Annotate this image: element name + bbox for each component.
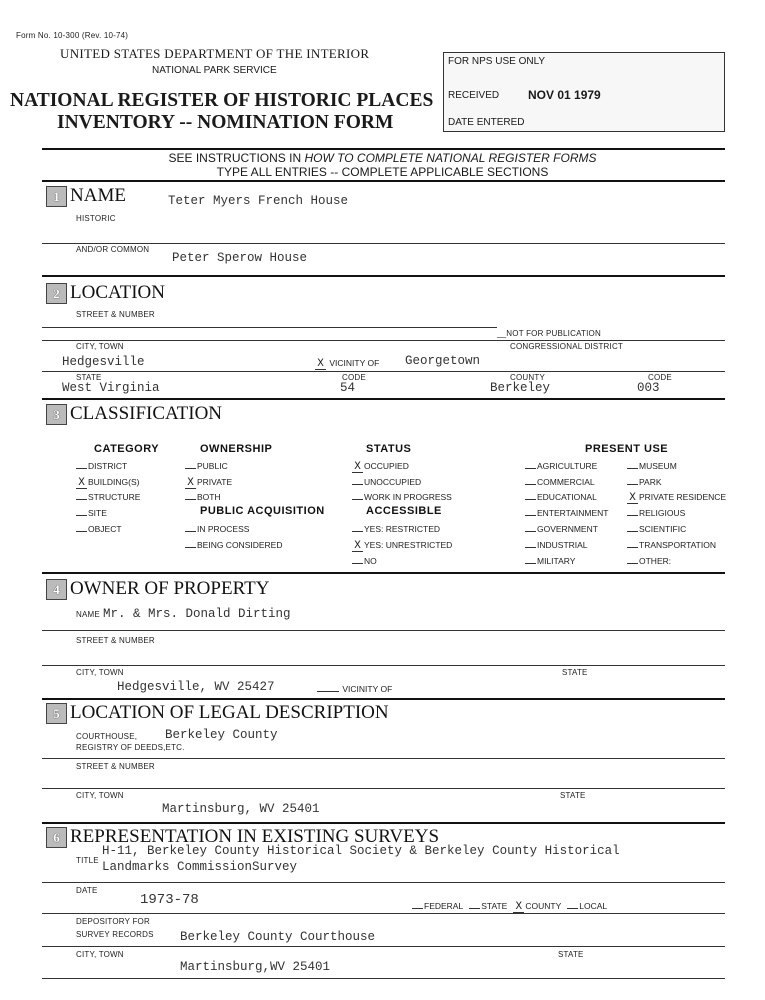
survey-level-group bbox=[412, 901, 607, 913]
survey-state-label: STATE bbox=[558, 950, 584, 959]
vicinity-field[interactable]: Georgetown bbox=[405, 354, 481, 368]
section-2-header bbox=[46, 282, 165, 304]
checkbox-label: PRIVATE bbox=[197, 477, 233, 487]
divider bbox=[42, 340, 725, 341]
checkbox-use2[interactable] bbox=[627, 477, 662, 487]
checkbox-ownership[interactable] bbox=[185, 477, 232, 489]
checkbox-use1[interactable] bbox=[525, 461, 597, 471]
checkbox-label: COMMERCIAL bbox=[537, 477, 595, 487]
legal-state-label: STATE bbox=[560, 791, 586, 800]
checkbox-label: LOCAL bbox=[579, 901, 608, 911]
checkbox-use1[interactable] bbox=[525, 556, 575, 566]
public-acquisition-header: PUBLIC ACQUISITION bbox=[200, 505, 325, 517]
service-name: NATIONAL PARK SERVICE bbox=[152, 65, 277, 76]
check-mark bbox=[525, 499, 536, 500]
legal-street-label: STREET & NUMBER bbox=[76, 762, 155, 771]
check-mark bbox=[627, 547, 638, 548]
check-mark bbox=[352, 484, 363, 485]
owner-name-field[interactable]: Mr. & Mrs. Donald Dirting bbox=[103, 607, 291, 621]
present-use-header: PRESENT USE bbox=[585, 443, 669, 455]
checkbox-survey-level[interactable] bbox=[412, 901, 463, 913]
divider bbox=[42, 698, 725, 700]
county-code-label: CODE bbox=[648, 373, 672, 382]
section-title: REPRESENTATION IN EXISTING SURVEYS bbox=[70, 826, 440, 847]
divider bbox=[42, 275, 725, 277]
checkbox-label: BEING CONSIDERED bbox=[197, 540, 283, 550]
form-number: Form No. 10-300 (Rev. 10-74) bbox=[16, 31, 129, 40]
common-name-field[interactable]: Peter Sperow House bbox=[172, 251, 308, 265]
checkbox-status[interactable] bbox=[352, 461, 409, 473]
checkbox-label: NO bbox=[364, 556, 377, 566]
check-mark bbox=[185, 468, 196, 469]
check-mark bbox=[525, 468, 536, 469]
checkbox-use2[interactable] bbox=[627, 492, 726, 504]
form-title-line2: INVENTORY -- NOMINATION FORM bbox=[57, 112, 394, 133]
checkbox-label: YES: UNRESTRICTED bbox=[364, 540, 453, 550]
owner-vicinity-checkbox[interactable] bbox=[317, 684, 392, 694]
checkbox-label: TRANSPORTATION bbox=[639, 540, 716, 550]
checkbox-status[interactable] bbox=[352, 492, 452, 502]
common-name-label: AND/OR COMMON bbox=[76, 245, 150, 254]
checkbox-label: SITE bbox=[88, 508, 107, 518]
survey-title-line2[interactable]: Landmarks CommissionSurvey bbox=[102, 860, 298, 874]
historic-name-field[interactable]: Teter Myers French House bbox=[168, 194, 349, 208]
check-mark bbox=[627, 563, 638, 564]
section-3-header bbox=[46, 403, 222, 425]
checkbox-label: MUSEUM bbox=[639, 461, 677, 471]
owner-city-field[interactable]: Hedgesville, WV 25427 bbox=[117, 680, 275, 694]
registry-label: REGISTRY OF DEEDS,ETC. bbox=[76, 743, 185, 752]
depository-label-2: SURVEY RECORDS bbox=[76, 930, 154, 939]
divider bbox=[42, 243, 725, 244]
owner-city-label: CITY, TOWN bbox=[76, 668, 124, 677]
checkbox-survey-level[interactable] bbox=[567, 901, 607, 913]
checkbox-label: ENTERTAINMENT bbox=[537, 508, 609, 518]
check-mark bbox=[76, 531, 87, 532]
section-4-header bbox=[46, 578, 269, 600]
check-mark bbox=[525, 484, 536, 485]
check-mark bbox=[525, 515, 536, 516]
checkbox-accessible[interactable] bbox=[352, 540, 452, 552]
check-mark: X bbox=[352, 463, 363, 473]
check-mark bbox=[525, 531, 536, 532]
nps-box-heading: FOR NPS USE ONLY bbox=[448, 56, 546, 67]
checkbox-label: MILITARY bbox=[537, 556, 576, 566]
street-label: STREET & NUMBER bbox=[76, 310, 155, 319]
courthouse-field[interactable]: Berkeley County bbox=[165, 728, 278, 742]
checkbox-use2[interactable] bbox=[627, 508, 685, 518]
owner-name-label: NAME bbox=[76, 610, 100, 619]
divider bbox=[42, 371, 725, 372]
checkbox-use1[interactable] bbox=[525, 477, 595, 487]
congressional-district-label: CONGRESSIONAL DISTRICT bbox=[510, 342, 624, 351]
legal-city-field[interactable]: Martinsburg, WV 25401 bbox=[162, 802, 320, 816]
owner-state-label: STATE bbox=[562, 668, 588, 677]
checkbox-label: COUNTY bbox=[525, 901, 562, 911]
status-header: STATUS bbox=[366, 443, 412, 455]
state-label: STATE bbox=[76, 373, 102, 382]
section-number-icon: 3 bbox=[46, 404, 67, 425]
checkbox-use1[interactable] bbox=[525, 508, 608, 518]
check-mark: X bbox=[627, 494, 638, 504]
city-field[interactable]: Hedgesville bbox=[62, 355, 145, 369]
check-mark bbox=[525, 563, 536, 564]
checkbox-label: DISTRICT bbox=[88, 461, 128, 471]
legal-city-label: CITY, TOWN bbox=[76, 791, 124, 800]
checkbox-category[interactable] bbox=[76, 477, 139, 489]
section-number-icon: 5 bbox=[46, 703, 67, 724]
checkbox-label: OTHER: bbox=[639, 556, 672, 566]
category-header: CATEGORY bbox=[94, 443, 160, 455]
check-mark bbox=[352, 499, 363, 500]
checkbox-use2[interactable] bbox=[627, 556, 671, 566]
instructions-line1 bbox=[0, 151, 765, 165]
section-number-icon: 6 bbox=[46, 827, 67, 848]
checkbox-public_acq[interactable] bbox=[185, 524, 249, 534]
checkbox-survey-level[interactable] bbox=[469, 901, 507, 913]
checkbox-status[interactable] bbox=[352, 477, 421, 487]
state-code-field[interactable]: 54 bbox=[340, 381, 356, 395]
nps-use-only-box bbox=[443, 52, 725, 132]
date-entered-label: DATE ENTERED bbox=[448, 117, 525, 128]
section-number-icon: 1 bbox=[46, 186, 67, 207]
divider bbox=[42, 180, 725, 182]
vicinity-label: VICINITY OF bbox=[329, 358, 380, 368]
check-mark bbox=[567, 908, 578, 909]
checkbox-label: WORK IN PROGRESS bbox=[364, 492, 452, 502]
survey-city-label: CITY, TOWN bbox=[76, 950, 124, 959]
divider bbox=[42, 978, 725, 979]
checkbox-label: UNOCCUPIED bbox=[364, 477, 422, 487]
checkbox-public_acq[interactable] bbox=[185, 540, 283, 550]
checkbox-use2[interactable] bbox=[627, 461, 677, 471]
checkbox-label: PRIVATE RESIDENCE bbox=[639, 492, 727, 502]
divider bbox=[42, 665, 725, 666]
checkbox-use1[interactable] bbox=[525, 540, 588, 550]
depository-field[interactable]: Berkeley County Courthouse bbox=[180, 930, 376, 944]
check-mark bbox=[185, 499, 196, 500]
divider bbox=[42, 758, 725, 759]
vicinity-label: VICINITY OF bbox=[342, 684, 393, 694]
survey-title-line1[interactable]: H-11, Berkeley County Historical Society & Berkeley County Historical bbox=[102, 844, 620, 858]
checkbox-label: IN PROCESS bbox=[197, 524, 250, 534]
checkbox-accessible[interactable] bbox=[352, 556, 377, 566]
divider bbox=[42, 788, 725, 789]
checkbox-label: YES: RESTRICTED bbox=[364, 524, 441, 534]
historic-label: HISTORIC bbox=[76, 214, 116, 223]
checkbox-label: SCIENTIFIC bbox=[639, 524, 687, 534]
checkbox-label: OBJECT bbox=[88, 524, 122, 534]
owner-street-label: STREET & NUMBER bbox=[76, 636, 155, 645]
section-title: NAME bbox=[70, 185, 126, 206]
checkbox-accessible[interactable] bbox=[352, 524, 440, 534]
checkbox-ownership[interactable] bbox=[185, 492, 221, 502]
form-title-line1: NATIONAL REGISTER OF HISTORIC PLACES bbox=[10, 90, 434, 111]
courthouse-label: COURTHOUSE, bbox=[76, 732, 138, 741]
checkbox-category[interactable] bbox=[76, 492, 140, 502]
section-title: OWNER OF PROPERTY bbox=[70, 578, 270, 599]
checkbox-label: BOTH bbox=[197, 492, 221, 502]
received-label: RECEIVED bbox=[448, 90, 500, 101]
checkbox-label: PARK bbox=[639, 477, 662, 487]
checkbox-label: BUILDING(S) bbox=[88, 477, 140, 487]
depository-label-1: DEPOSITORY FOR bbox=[76, 917, 150, 926]
divider bbox=[42, 398, 725, 400]
survey-city-field[interactable]: Martinsburg,WV 25401 bbox=[180, 960, 331, 974]
checkbox-label: STRUCTURE bbox=[88, 492, 141, 502]
check-mark bbox=[412, 908, 423, 909]
check-mark bbox=[185, 547, 196, 548]
instructions-title: HOW TO COMPLETE NATIONAL REGISTER FORMS bbox=[304, 151, 597, 165]
ownership-header: OWNERSHIP bbox=[200, 443, 273, 455]
checkbox-label: INDUSTRIAL bbox=[537, 540, 588, 550]
divider bbox=[42, 913, 725, 914]
received-stamp: NOV 01 1979 bbox=[528, 88, 601, 102]
state-field[interactable]: West Virginia bbox=[62, 381, 160, 395]
checkbox-survey-level[interactable] bbox=[513, 901, 561, 913]
checkbox-label: EDUCATIONAL bbox=[537, 492, 597, 502]
checkbox-label: OCCUPIED bbox=[364, 461, 409, 471]
department-name: UNITED STATES DEPARTMENT OF THE INTERIOR bbox=[60, 46, 370, 61]
survey-title-label: TITLE bbox=[76, 856, 99, 865]
checkbox-category[interactable] bbox=[76, 508, 107, 518]
check-mark bbox=[627, 531, 638, 532]
divider bbox=[42, 630, 725, 631]
checkbox-use2[interactable] bbox=[627, 524, 686, 534]
accessible-header: ACCESSIBLE bbox=[366, 505, 442, 517]
checkbox-category[interactable] bbox=[76, 461, 127, 471]
check-mark: X bbox=[76, 479, 87, 489]
checkbox-label: AGRICULTURE bbox=[537, 461, 598, 471]
divider bbox=[42, 148, 725, 150]
state-code-label: CODE bbox=[342, 373, 366, 382]
check-mark: X bbox=[315, 360, 326, 370]
divider bbox=[42, 822, 725, 824]
checkbox-use1[interactable] bbox=[525, 492, 597, 502]
checkbox-use1[interactable] bbox=[525, 524, 598, 534]
check-mark bbox=[352, 563, 363, 564]
divider bbox=[42, 572, 725, 574]
checkbox-ownership[interactable] bbox=[185, 461, 228, 471]
survey-date-field[interactable]: 1973-78 bbox=[140, 892, 199, 908]
section-number-icon: 4 bbox=[46, 579, 67, 600]
divider bbox=[42, 327, 497, 328]
checkbox-label: STATE bbox=[481, 901, 508, 911]
checkbox-label: PUBLIC bbox=[197, 461, 228, 471]
divider bbox=[42, 946, 725, 947]
section-5-header bbox=[46, 702, 389, 724]
check-mark bbox=[525, 547, 536, 548]
check-mark bbox=[76, 468, 87, 469]
section-title: LOCATION bbox=[70, 282, 165, 303]
vicinity-checkbox[interactable] bbox=[315, 358, 379, 370]
instructions-prefix: SEE INSTRUCTIONS IN bbox=[168, 151, 305, 165]
check-mark bbox=[185, 531, 196, 532]
check-mark: X bbox=[352, 542, 363, 552]
check-mark bbox=[627, 484, 638, 485]
instructions-line2: TYPE ALL ENTRIES -- COMPLETE APPLICABLE SECTIONS bbox=[216, 165, 549, 179]
section-number-icon: 2 bbox=[46, 283, 67, 304]
city-label: CITY, TOWN bbox=[76, 342, 124, 351]
section-title: CLASSIFICATION bbox=[70, 403, 223, 424]
check-mark bbox=[627, 515, 638, 516]
check-mark bbox=[76, 515, 87, 516]
check-mark bbox=[317, 691, 339, 692]
section-1-header bbox=[46, 185, 126, 207]
county-label: COUNTY bbox=[510, 373, 545, 382]
divider bbox=[42, 882, 725, 883]
checkbox-label: RELIGIOUS bbox=[639, 508, 686, 518]
survey-date-label: DATE bbox=[76, 886, 98, 895]
checkbox-use2[interactable] bbox=[627, 540, 716, 550]
check-mark: X bbox=[185, 479, 196, 489]
county-code-field[interactable]: 003 bbox=[637, 381, 660, 395]
check-mark bbox=[627, 468, 638, 469]
check-mark bbox=[352, 531, 363, 532]
not-for-publication-checkbox[interactable]: __NOT FOR PUBLICATION bbox=[497, 329, 601, 338]
checkbox-label: FEDERAL bbox=[424, 901, 464, 911]
checkbox-category[interactable] bbox=[76, 524, 122, 534]
check-mark: X bbox=[513, 903, 524, 913]
check-mark bbox=[469, 908, 480, 909]
county-field[interactable]: Berkeley bbox=[490, 381, 551, 395]
check-mark bbox=[76, 499, 87, 500]
checkbox-label: GOVERNMENT bbox=[537, 524, 598, 534]
section-title: LOCATION OF LEGAL DESCRIPTION bbox=[70, 702, 389, 723]
